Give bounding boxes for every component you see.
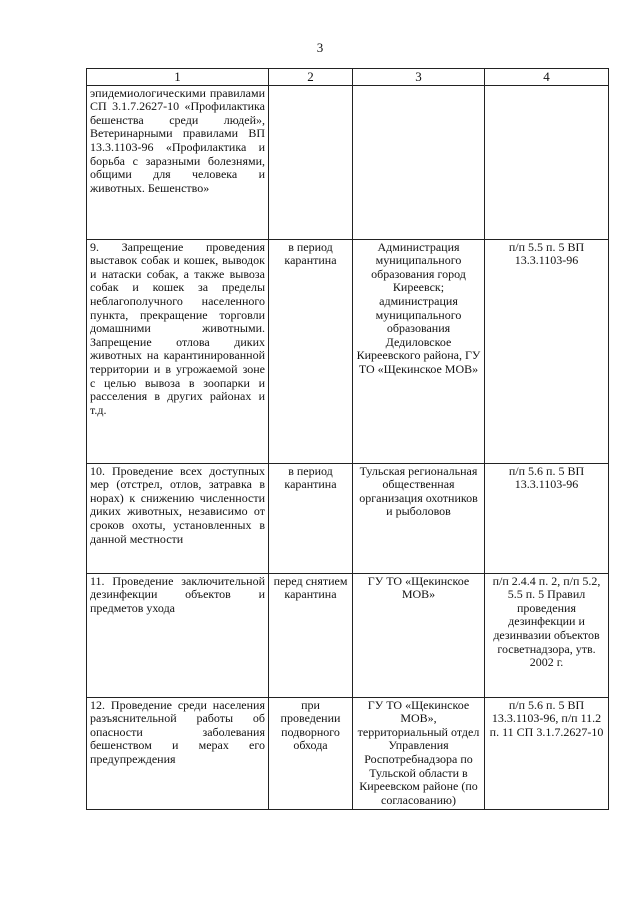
- column-header-2: 2: [269, 69, 353, 86]
- responsible-cell: ГУ ТО «Щекинское МОВ»: [353, 573, 485, 697]
- basis-cell: п/п 2.4.4 п. 2, п/п 5.2, 5.5 п. 5 Правил проведения дезинфекции и дезинвазии объектов госветнадзора, утв. 2002 г.: [485, 573, 609, 697]
- timing-cell: при проведении подворного обхода: [269, 697, 353, 810]
- timing-cell: перед снятием карантина: [269, 573, 353, 697]
- timing-cell: в период карантина: [269, 239, 353, 463]
- measure-cell: 11. Проведение заключительной дезинфекции объектов и предметов ухода: [87, 573, 269, 697]
- table-row: [87, 697, 609, 810]
- column-header-1: 1: [87, 69, 269, 86]
- responsible-cell: Администрация муниципального образования город Киреевск; администрация муниципального образования Дедиловское Киреевского района, ГУ ТО «Щекинское МОВ»: [353, 239, 485, 463]
- responsible-cell: ГУ ТО «Щекинское МОВ», территориальный отдел Управления Роспотребнадзора по Тульской области в Киреевском районе (по согласованию): [353, 697, 485, 810]
- table-header-row: [87, 69, 609, 86]
- table-row: [87, 463, 609, 573]
- table-row: [87, 85, 609, 239]
- timing-cell: [269, 85, 353, 239]
- measure-cell: эпидемиологическими правилами СП 3.1.7.2627-10 «Профилактика бешенства среди людей», Ветеринарными правилами ВП 13.3.1103-96 «Профилактика и борьба с заразными болезнями, общими для человека и животных. Бешенство»: [87, 85, 269, 239]
- measure-cell: 10. Проведение всех доступных мер (отстрел, отлов, затравка в норах) к снижению численности диких животных, независимо от сроков охоты, установленных в данной местности: [87, 463, 269, 573]
- measure-cell: 12. Проведение среди населения разъяснительной работы об опасности заболевания бешенством и мерах его предупреждения: [87, 697, 269, 810]
- basis-cell: п/п 5.5 п. 5 ВП 13.3.1103-96: [485, 239, 609, 463]
- measure-cell: 9. Запрещение проведения выставок собак и кошек, выводок и натаски собак, а также вывоза собак и кошек за пределы неблагополучного населенного пункта, прекращение торговли домашними животными. Запрещение отлова диких животных на карантинированной территории и в угрожаемой зоне с целью вывоза в зоопарки и расселения в других районах и т.д.: [87, 239, 269, 463]
- table-row: [87, 239, 609, 463]
- page-number: 3: [316, 40, 324, 55]
- timing-cell: в период карантина: [269, 463, 353, 573]
- measures-table: [86, 68, 609, 810]
- responsible-cell: Тульская региональная общественная организация охотников и рыболовов: [353, 463, 485, 573]
- table-row: [87, 573, 609, 697]
- basis-cell: п/п 5.6 п. 5 ВП 13.3.1103-96, п/п 11.2 п. 11 СП 3.1.7.2627-10: [485, 697, 609, 810]
- basis-cell: п/п 5.6 п. 5 ВП 13.3.1103-96: [485, 463, 609, 573]
- column-header-3: 3: [353, 69, 485, 86]
- column-header-4: 4: [485, 69, 609, 86]
- basis-cell: [485, 85, 609, 239]
- responsible-cell: [353, 85, 485, 239]
